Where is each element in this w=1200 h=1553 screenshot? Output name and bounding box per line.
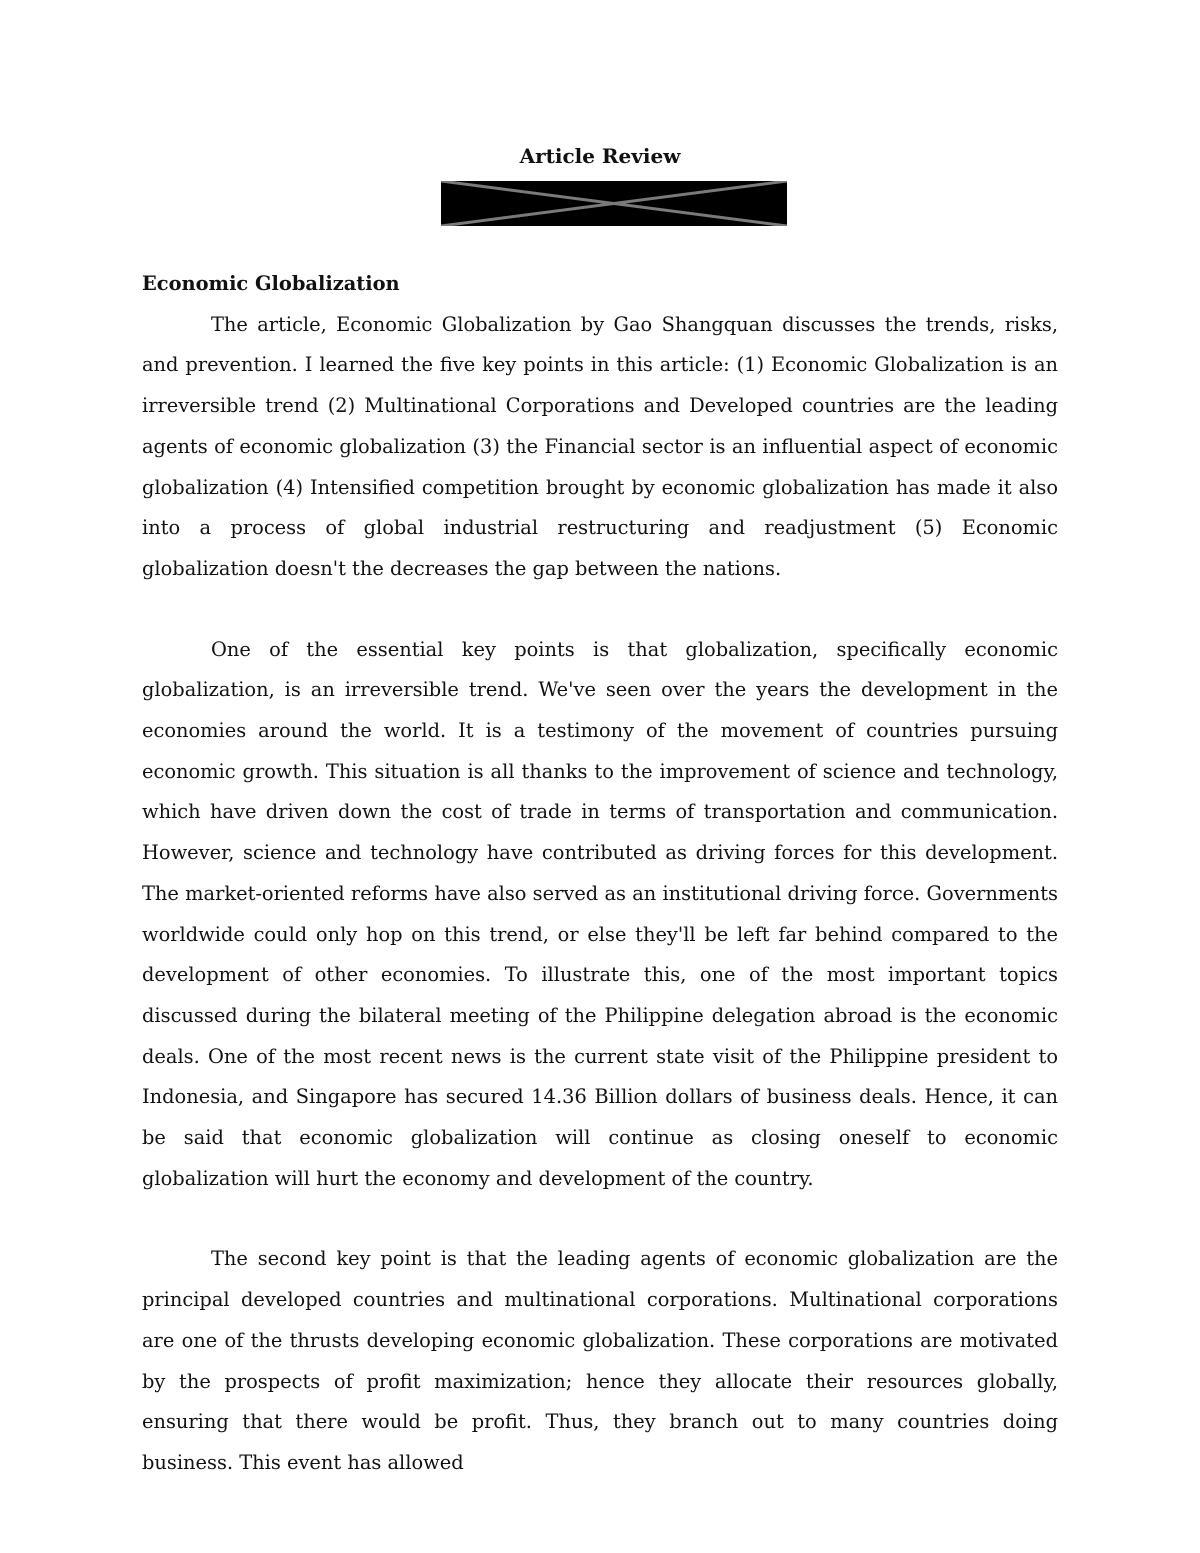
paragraph-key-point-2: The second key point is that the leading agents of economic globalization are the principal developed countries and multinational corporations. Multinational corporations are one of the thrusts developing economic globalization. These corporations are motivated by the prospects of profit maximization; hence they allocate their resources globally, ensuring that there would be profit. Thus, they branch out to many countries doing business. This event has allowed (142, 1247, 1058, 1474)
document-body (142, 264, 1058, 1484)
redaction-cross-icon (441, 181, 787, 226)
section-heading: Economic Globalization (142, 272, 400, 295)
paragraph-intro: The article, Economic Globalization by Gao Shangquan discusses the trends, risks, and prevention. I learned the five key points in this article: (1) Economic Globalization is an irreversible trend (2) Multinational Corporations and Developed countries are the leading agents of economic globalization (3) the Financial sector is an influential aspect of economic globalization (4) Intensified competition brought by economic globalization has made it also into a process of global industrial restructuring and readjustment (5) Economic globalization doesn't the decreases the gap between the nations. (142, 312, 1058, 580)
document-title: Article Review (519, 144, 681, 168)
paragraph-key-point-1: One of the essential key points is that globalization, specifically economic globalization, is an irreversible trend. We've seen over the years the development in the economies around the world. It is a testimony of the movement of countries pursuing economic growth. This situation is all thanks to the improvement of science and technology, which have driven down the cost of trade in terms of transportation and communication. However, science and technology have contributed as driving forces for this development. The market-oriented reforms have also served as an institutional driving force. Governments worldwide could only hop on this trend, or else they'll be left far behind compared to the development of other economies. To illustrate this, one of the most important topics discussed during the bilateral meeting of the Philippine delegation abroad is the economic deals. One of the most recent news is the current state visit of the Philippine president to Indonesia, and Singapore has secured 14.36 Billion dollars of business deals. Hence, it can be said that economic globalization will continue as closing oneself to economic globalization will hurt the economy and development of the country. (142, 637, 1058, 1190)
redacted-author-block (441, 181, 787, 226)
